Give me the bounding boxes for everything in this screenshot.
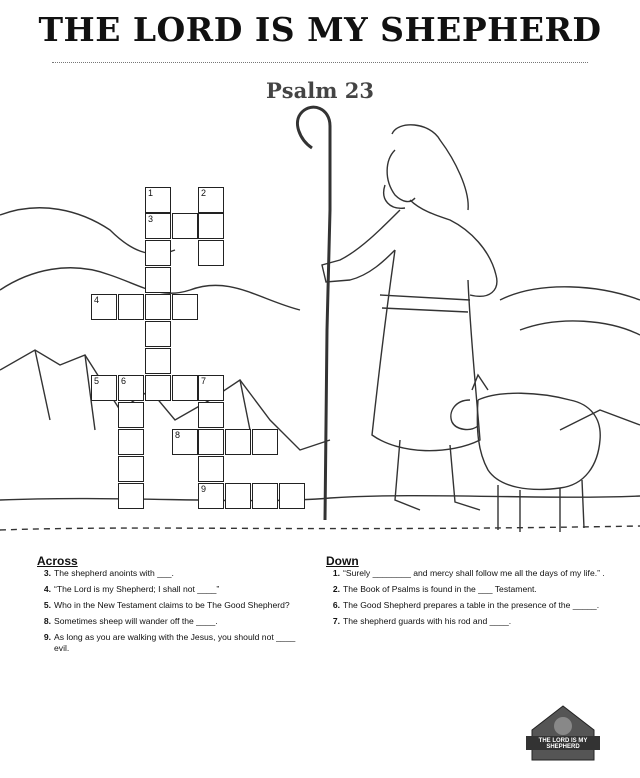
clue-number: 2 bbox=[201, 188, 207, 198]
clue-number: 7. bbox=[332, 616, 340, 626]
crossword-cell[interactable] bbox=[118, 483, 144, 509]
crossword-cell[interactable] bbox=[279, 483, 305, 509]
crossword-cell[interactable] bbox=[198, 429, 224, 455]
crossword-cell[interactable] bbox=[198, 456, 224, 482]
crossword-cell[interactable] bbox=[252, 483, 278, 509]
sheep-legs bbox=[498, 480, 584, 532]
crossword-cell[interactable] bbox=[145, 240, 171, 266]
clue-item bbox=[37, 600, 307, 611]
clue-item bbox=[326, 568, 612, 579]
shepherd-belt bbox=[380, 295, 470, 312]
clue-number: 1 bbox=[148, 188, 154, 198]
crossword-cell[interactable] bbox=[145, 213, 171, 239]
crossword-cell[interactable] bbox=[118, 456, 144, 482]
clue-number: 1. bbox=[332, 568, 340, 578]
crossword-cell[interactable] bbox=[225, 429, 251, 455]
sheep-head bbox=[451, 400, 478, 429]
shepherd-illustration bbox=[0, 100, 640, 560]
clue-item bbox=[326, 616, 612, 627]
title-divider bbox=[52, 62, 588, 63]
shepherd-beard bbox=[384, 185, 405, 208]
down-heading: Down bbox=[326, 554, 359, 568]
hill-line bbox=[520, 321, 640, 335]
crossword-cell[interactable] bbox=[91, 375, 117, 401]
crossword-cell[interactable] bbox=[145, 375, 171, 401]
clue-text: The Good Shepherd prepares a table in the presence of the _____. bbox=[343, 600, 600, 610]
clue-number: 6. bbox=[332, 600, 340, 610]
clue-item bbox=[326, 600, 612, 611]
shepherd-arm bbox=[322, 210, 400, 282]
crossword-cell[interactable] bbox=[118, 294, 144, 320]
crossword-cell[interactable] bbox=[118, 402, 144, 428]
crossword-cell[interactable] bbox=[172, 375, 198, 401]
shepherd-hood bbox=[392, 125, 468, 210]
crossword-cell[interactable] bbox=[145, 187, 171, 213]
clue-number: 5. bbox=[43, 600, 51, 610]
crossword-cell[interactable] bbox=[198, 213, 224, 239]
clue-text: “Surely ________ and mercy shall follow me all the days of my life.” . bbox=[343, 568, 605, 578]
sheep-body bbox=[477, 393, 600, 489]
clue-number: 4 bbox=[94, 295, 100, 305]
clue-item bbox=[37, 584, 307, 595]
down-clues bbox=[326, 556, 612, 632]
hill-line bbox=[500, 287, 640, 300]
page-title: THE LORD IS MY SHEPHERD bbox=[38, 10, 602, 49]
clue-number: 9. bbox=[43, 632, 51, 642]
clue-number: 4. bbox=[43, 584, 51, 594]
ground-line bbox=[0, 496, 640, 501]
crossword-cell[interactable] bbox=[198, 187, 224, 213]
crossword-cell[interactable] bbox=[198, 402, 224, 428]
crossword-cell[interactable] bbox=[118, 429, 144, 455]
page-subtitle: Psalm 23 bbox=[266, 78, 374, 103]
clue-text: The Book of Psalms is found in the ___ Testament. bbox=[343, 584, 537, 594]
clue-text: As long as you are walking with the Jesus, you should not ____ evil. bbox=[54, 632, 296, 653]
crossword-cell[interactable] bbox=[198, 375, 224, 401]
crossword-cell[interactable] bbox=[172, 213, 198, 239]
crossword-cell[interactable] bbox=[145, 321, 171, 347]
shepherd-face bbox=[387, 150, 415, 202]
crossword-cell[interactable] bbox=[198, 240, 224, 266]
across-clues bbox=[37, 556, 307, 659]
clue-number: 6 bbox=[121, 376, 127, 386]
clue-number: 9 bbox=[201, 484, 207, 494]
clue-text: Sometimes sheep will wander off the ____. bbox=[54, 616, 218, 626]
crossword-cell[interactable] bbox=[118, 375, 144, 401]
clue-item bbox=[37, 568, 307, 579]
clue-text: “The Lord is my Shepherd; I shall not ____” bbox=[54, 584, 220, 594]
shepherd-arm bbox=[410, 200, 497, 296]
across-heading: Across bbox=[37, 554, 78, 568]
staff bbox=[297, 107, 330, 520]
crossword-cell[interactable] bbox=[172, 429, 198, 455]
clue-item bbox=[37, 632, 307, 654]
clue-item bbox=[326, 584, 612, 595]
clue-text: The shepherd guards with his rod and ____. bbox=[343, 616, 512, 626]
shepherd-robe bbox=[372, 250, 480, 451]
crossword-cell[interactable] bbox=[252, 429, 278, 455]
clue-number: 3. bbox=[43, 568, 51, 578]
crossword-cell[interactable] bbox=[145, 267, 171, 293]
crossword-cell[interactable] bbox=[145, 294, 171, 320]
logo-text: THE LORD IS MY SHEPHERD bbox=[538, 738, 588, 750]
clue-item bbox=[37, 616, 307, 627]
clue-number: 8. bbox=[43, 616, 51, 626]
clue-number: 7 bbox=[201, 376, 207, 386]
crossword-cell[interactable] bbox=[91, 294, 117, 320]
clue-number: 2. bbox=[332, 584, 340, 594]
crossword-cell[interactable] bbox=[225, 483, 251, 509]
clue-number: 5 bbox=[94, 376, 100, 386]
crossword-cell[interactable] bbox=[198, 483, 224, 509]
crossword-cell[interactable] bbox=[172, 294, 198, 320]
series-logo bbox=[522, 700, 604, 766]
clue-text: The shepherd anoints with ___. bbox=[54, 568, 174, 578]
crossword-cell[interactable] bbox=[145, 348, 171, 374]
clue-number: 8 bbox=[175, 430, 181, 440]
clue-number: 3 bbox=[148, 214, 154, 224]
ground-line bbox=[0, 526, 640, 530]
clue-text: Who in the New Testament claims to be The Good Shepherd? bbox=[54, 600, 290, 610]
